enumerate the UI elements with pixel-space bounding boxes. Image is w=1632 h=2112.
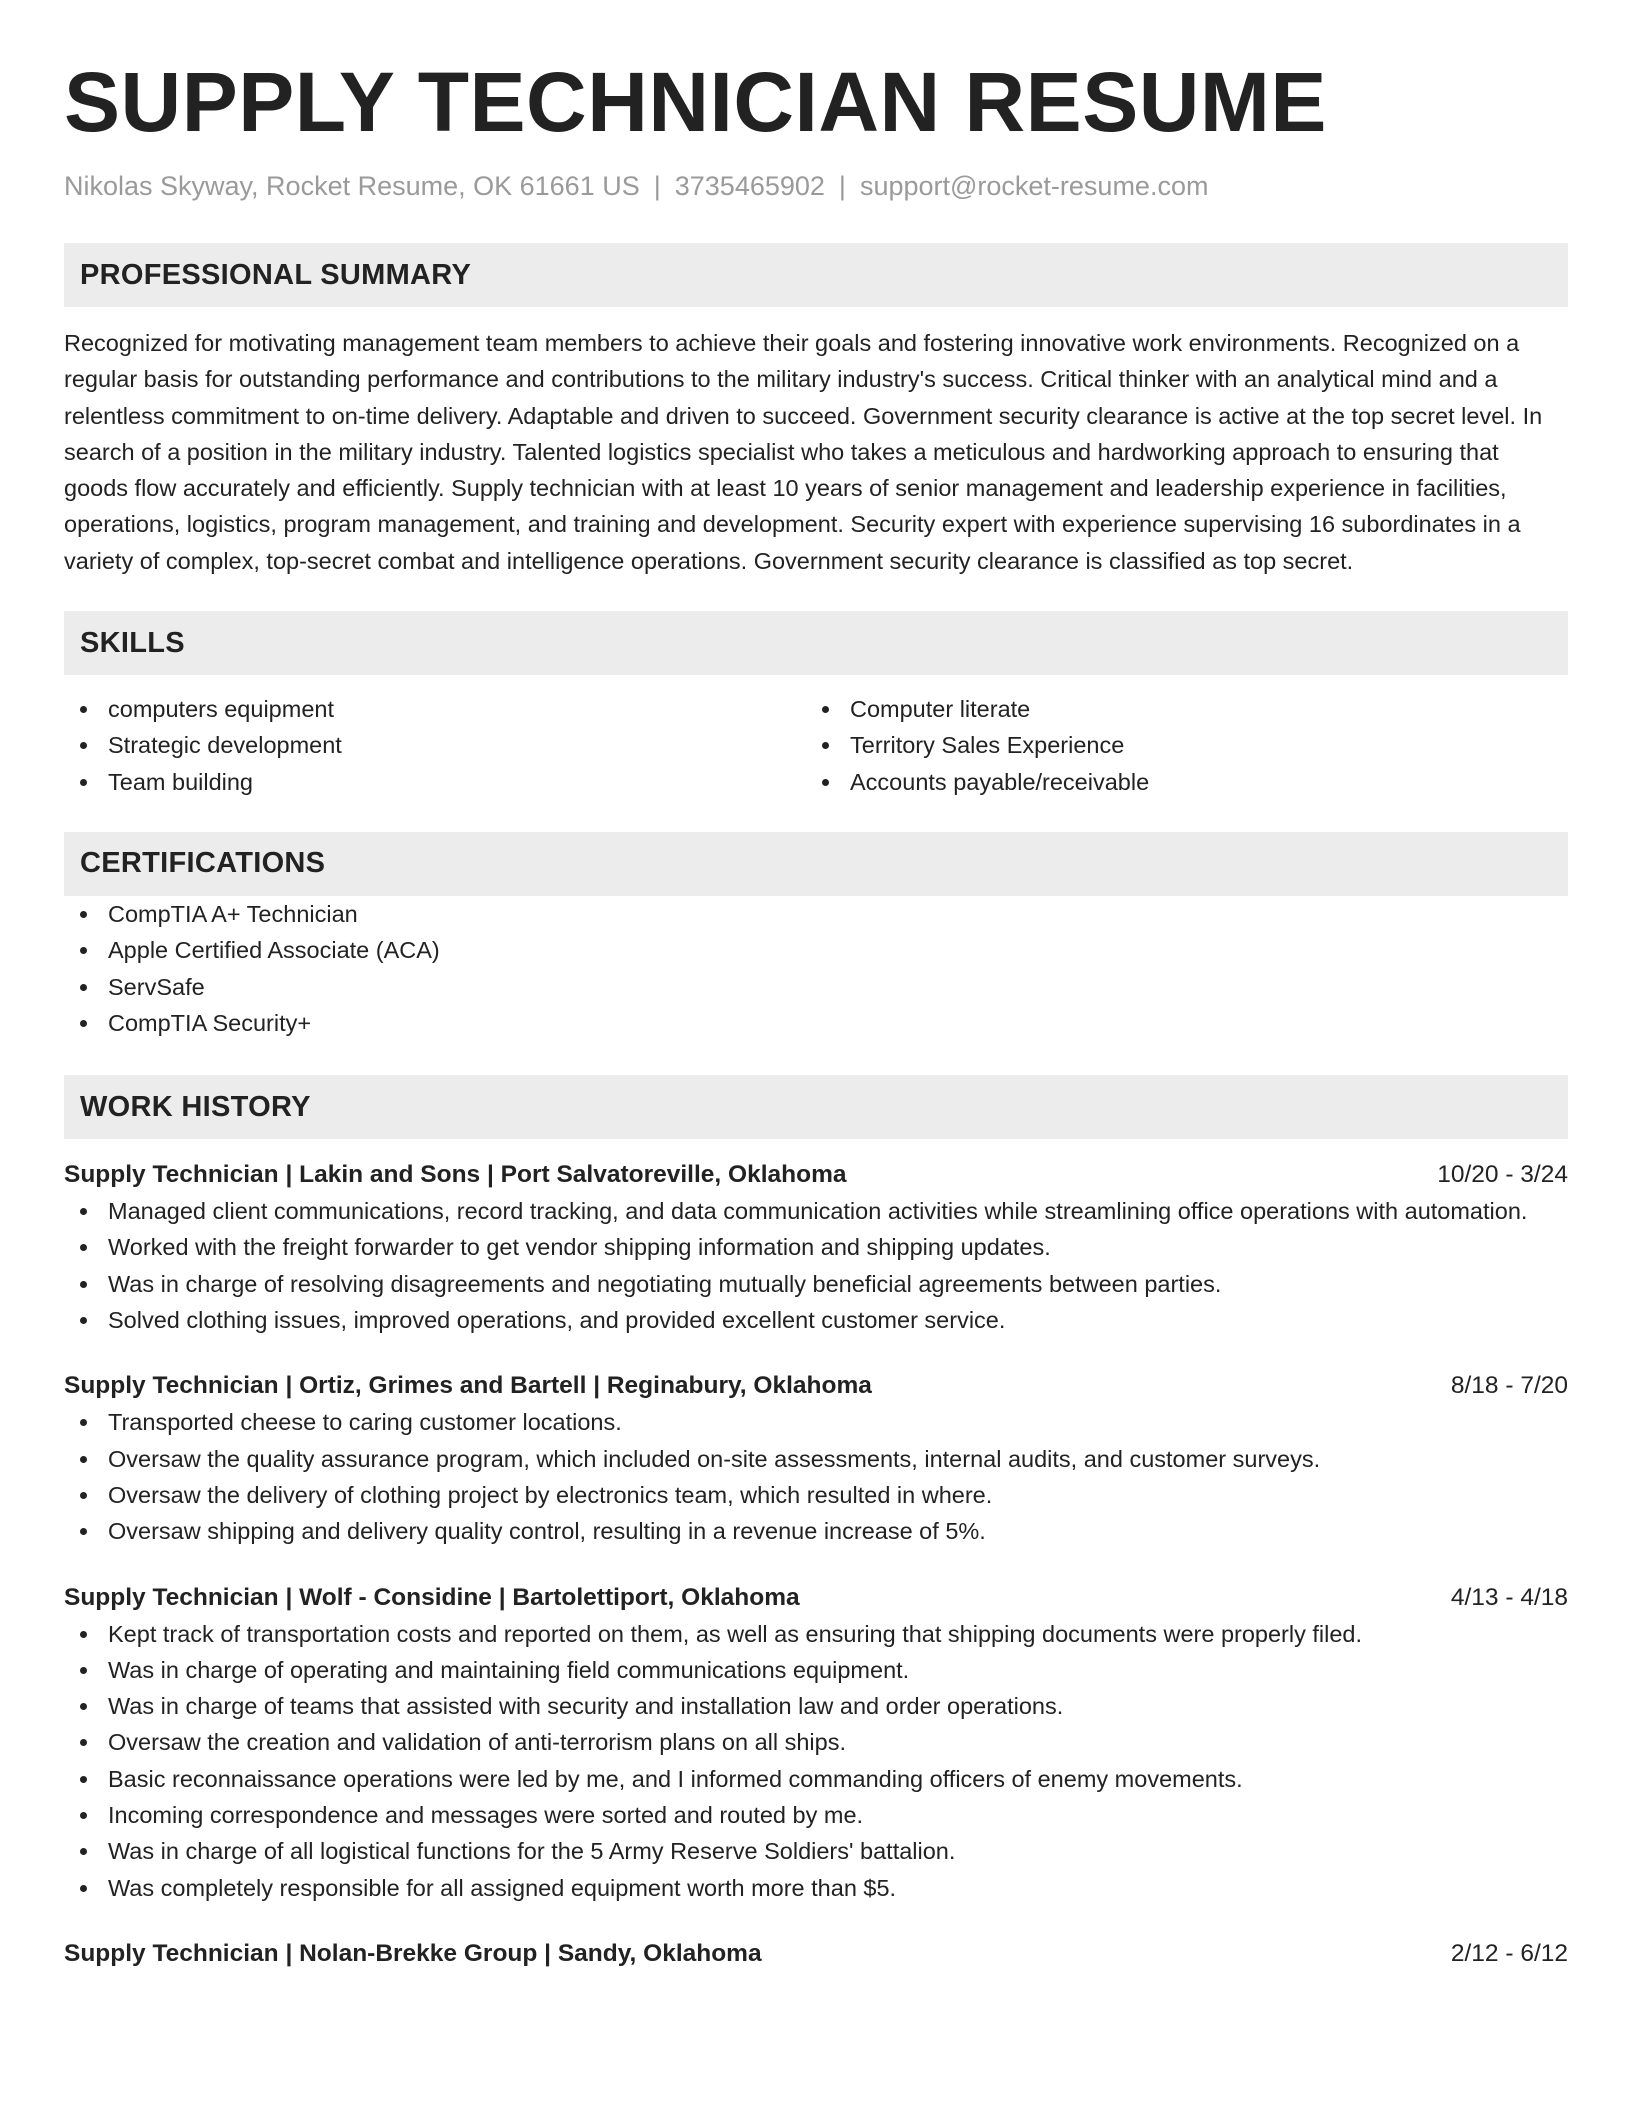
job-duty: Was in charge of teams that assisted with security and installation law and order operations. <box>64 1688 1568 1724</box>
job-duty: Solved clothing issues, improved operations, and provided excellent customer service. <box>64 1302 1568 1338</box>
job-duty: Basic reconnaissance operations were led by me, and I informed commanding officers of enemy movements. <box>64 1761 1568 1797</box>
job-header <box>64 1936 1568 1972</box>
job-dates: 8/18 - 7/20 <box>1450 1372 1568 1400</box>
contact-separator: | <box>653 171 661 201</box>
job-dates: 2/12 - 6/12 <box>1450 1939 1568 1967</box>
work-history-heading: WORK HISTORY <box>64 1075 1568 1139</box>
job-duty: Was in charge of all logistical functions for the 5 Army Reserve Soldiers' battalion. <box>64 1833 1568 1869</box>
certifications-heading: CERTIFICATIONS <box>64 832 1568 896</box>
skill-item: Accounts payable/receivable <box>806 764 1548 800</box>
contact-phone: 3735465902 <box>674 171 825 201</box>
skills-right-list <box>806 691 1548 800</box>
job-duty: Was completely responsible for all assigned equipment worth more than $5. <box>64 1870 1568 1906</box>
job-header <box>64 1580 1568 1616</box>
skill-item: Team building <box>64 764 806 800</box>
contact-email: support@rocket-resume.com <box>859 171 1209 201</box>
summary-heading: PROFESSIONAL SUMMARY <box>64 243 1568 307</box>
job-title: Supply Technician | Wolf - Considine | Bartolettiport, Oklahoma <box>64 1583 800 1611</box>
job-duty: Was in charge of resolving disagreements and negotiating mutually beneficial agreements between parties. <box>64 1266 1568 1302</box>
skills-grid <box>64 691 1568 800</box>
job-entry <box>64 1936 1568 1972</box>
job-header <box>64 1157 1568 1193</box>
skill-item: Territory Sales Experience <box>806 727 1548 763</box>
certifications-list <box>64 896 1568 1041</box>
summary-text: Recognized for motivating management team members to achieve their goals and fostering innovative work environments. Recognized on a regular basis for outstanding performance and contributions to the military industry's success. Critical thinker with an analytical mind and a relentless commitment to on-time delivery. Adaptable and driven to succeed. Government security clearance is active at the top secret level. In search of a position in the military industry. Talented logistics specialist who takes a meticulous and hardworking approach to ensuring that goods flow accurately and efficiently. Supply technician with at least 10 years of senior management and leadership experience in facilities, operations, logistics, program management, and training and development. Security expert with experience supervising 16 subordinates in a variety of complex, top-secret combat and intelligence operations. Government security clearance is classified as top secret. <box>64 330 1543 574</box>
contact-line <box>64 168 1568 204</box>
resume-page <box>64 52 1568 1972</box>
job-duty: Oversaw shipping and delivery quality control, resulting in a revenue increase of 5%. <box>64 1513 1568 1549</box>
job-dates: 4/13 - 4/18 <box>1450 1583 1568 1611</box>
job-header <box>64 1368 1568 1404</box>
certification-item: ServSafe <box>64 969 1568 1005</box>
skills-left-list <box>64 691 806 800</box>
skill-item: computers equipment <box>64 691 806 727</box>
resume-title: SUPPLY TECHNICIAN RESUME <box>64 55 1327 149</box>
certification-item: CompTIA A+ Technician <box>64 896 1568 932</box>
job-duties-list <box>64 1616 1568 1906</box>
job-duties-list <box>64 1404 1568 1549</box>
certification-item: CompTIA Security+ <box>64 1005 1568 1041</box>
skills-section <box>64 611 1568 800</box>
work-history-section <box>64 1075 1568 1972</box>
summary-section <box>64 243 1568 579</box>
job-entry <box>64 1368 1568 1549</box>
job-title: Supply Technician | Nolan-Brekke Group | Sandy, Oklahoma <box>64 1939 762 1967</box>
job-dates: 10/20 - 3/24 <box>1437 1161 1568 1189</box>
job-duty: Oversaw the delivery of clothing project by electronics team, which resulted in where. <box>64 1477 1568 1513</box>
job-duty: Worked with the freight forwarder to get vendor shipping information and shipping updates. <box>64 1229 1568 1265</box>
job-duties-list <box>64 1193 1568 1338</box>
job-title: Supply Technician | Ortiz, Grimes and Bartell | Reginabury, Oklahoma <box>64 1372 872 1400</box>
job-duty: Managed client communications, record tracking, and data communication activities while streamlining office operations with automation. <box>64 1193 1568 1229</box>
job-duty: Incoming correspondence and messages were sorted and routed by me. <box>64 1797 1568 1833</box>
skills-heading: SKILLS <box>64 611 1568 675</box>
job-duty: Transported cheese to caring customer locations. <box>64 1404 1568 1440</box>
job-duty: Oversaw the creation and validation of anti-terrorism plans on all ships. <box>64 1724 1568 1760</box>
job-duty: Kept track of transportation costs and reported on them, as well as ensuring that shipping documents were properly filed. <box>64 1616 1568 1652</box>
job-title: Supply Technician | Lakin and Sons | Port Salvatoreville, Oklahoma <box>64 1161 847 1189</box>
certifications-section <box>64 832 1568 1041</box>
job-entry <box>64 1157 1568 1338</box>
contact-separator: | <box>838 171 846 201</box>
contact-address: Nikolas Skyway, Rocket Resume, OK 61661 US <box>64 171 640 201</box>
job-entry <box>64 1580 1568 1906</box>
job-duty: Was in charge of operating and maintaining field communications equipment. <box>64 1652 1568 1688</box>
skill-item: Strategic development <box>64 727 806 763</box>
certification-item: Apple Certified Associate (ACA) <box>64 932 1568 968</box>
skill-item: Computer literate <box>806 691 1548 727</box>
job-duty: Oversaw the quality assurance program, which included on-site assessments, internal audits, and customer surveys. <box>64 1441 1568 1477</box>
